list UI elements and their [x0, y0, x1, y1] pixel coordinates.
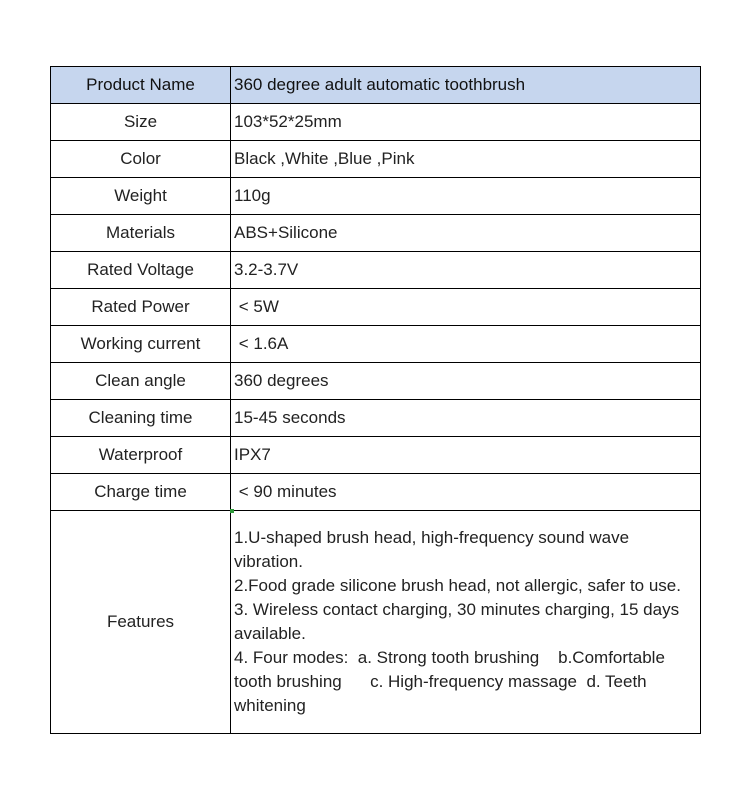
header-value: 360 degree adult automatic toothbrush [231, 67, 701, 104]
features-line-2: 2.Food grade silicone brush head, not allergic, safer to use. [234, 576, 681, 595]
features-line-1: 1.U-shaped brush head, high-frequency sound wave vibration. [234, 528, 630, 571]
row-value: 360 degrees [231, 363, 701, 400]
row-value: 15-45 seconds [231, 400, 701, 437]
table-row-weight [51, 178, 701, 215]
row-label: Weight [51, 178, 231, 215]
green-corner-mark [230, 509, 234, 513]
row-label: Clean angle [51, 363, 231, 400]
table-row-clean-angle [51, 363, 701, 400]
table-row-waterproof [51, 437, 701, 474]
row-label: Color [51, 141, 231, 178]
spec-table [50, 66, 701, 734]
table-row-features [51, 511, 701, 734]
row-label: Rated Voltage [51, 252, 231, 289]
table-header-row [51, 67, 701, 104]
row-label: Cleaning time [51, 400, 231, 437]
row-value: IPX7 [231, 437, 701, 474]
table-row-rated-voltage [51, 252, 701, 289]
row-value: < 90 minutes [231, 474, 701, 511]
table-row-cleaning-time [51, 400, 701, 437]
row-label: Charge time [51, 474, 231, 511]
table-row-size [51, 104, 701, 141]
row-value: < 5W [231, 289, 701, 326]
features-label: Features [51, 511, 231, 734]
table-row-rated-power [51, 289, 701, 326]
table-row-materials [51, 215, 701, 252]
row-label: Working current [51, 326, 231, 363]
features-value [231, 511, 701, 734]
row-label: Rated Power [51, 289, 231, 326]
features-line-4: 4. Four modes: a. Strong tooth brushing b.Comfortable tooth brushing c. High-frequency massage d. Teeth whitening [234, 648, 670, 715]
row-value: 103*52*25mm [231, 104, 701, 141]
row-value: 110g [231, 178, 701, 215]
row-value: < 1.6A [231, 326, 701, 363]
row-value: Black ,White ,Blue ,Pink [231, 141, 701, 178]
table-row-color [51, 141, 701, 178]
table-row-charge-time [51, 474, 701, 511]
features-line-3: 3. Wireless contact charging, 30 minutes charging, 15 days available. [234, 600, 680, 643]
row-label: Materials [51, 215, 231, 252]
row-label: Size [51, 104, 231, 141]
row-label: Waterproof [51, 437, 231, 474]
row-value: ABS+Silicone [231, 215, 701, 252]
table-row-working-current [51, 326, 701, 363]
header-label: Product Name [51, 67, 231, 104]
row-value: 3.2-3.7V [231, 252, 701, 289]
